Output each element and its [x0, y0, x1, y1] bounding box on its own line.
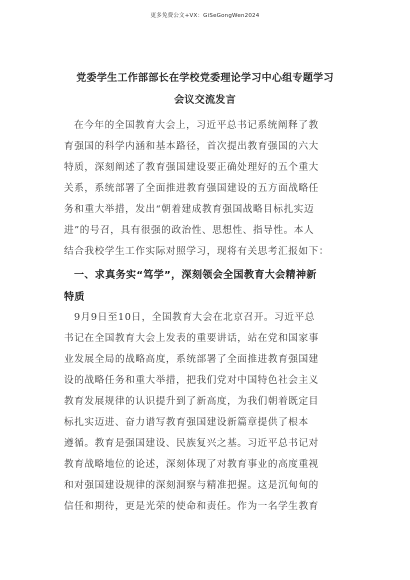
section-1-line: 业发展全局的战略高度，系统部署了全面推进教育强国建: [64, 354, 319, 365]
document-title-line-1: 党委学生工作部部长在学校党委理论学习中心组专题学习: [76, 73, 334, 84]
section-1-line: 教育战略地位的论述，深刻体现了对教育事业的高度重视: [64, 459, 319, 470]
section-1-line: 遵循。教育是强国建设、民族复兴之基。习近平总书记对: [64, 438, 319, 449]
section-1-line: 信任和期待，更是光荣的使命和责任。作为一名学生教育: [64, 501, 319, 512]
header-note: 更多免费公文+VX：GiSeGongWen2024: [150, 13, 260, 19]
document-title-line-2: 会议交流发言: [174, 95, 236, 106]
section-1-line: 和对强国建设规律的深刻洞察与精准把握。这是沉甸甸的: [64, 480, 319, 491]
section-1-line: 设的战略任务和重大举措，把我们党对中国特色社会主义: [64, 375, 319, 386]
section-1-heading-line-2: 特质: [64, 292, 85, 303]
section-1-heading-line-1: 一、求真务实“笃学”，深刻领会全国教育大会精神新: [74, 270, 317, 281]
intro-line: 务和重大举措，发出“朝着建成教育强国战略目标扎实迈: [64, 204, 315, 215]
intro-line: 育强国的科学内涵和基本路径，首次提出教育强国的六大: [64, 141, 319, 152]
section-1-line: 标扎实迈进、奋力谱写教育强国建设新篇章提供了根本: [64, 417, 309, 428]
intro-line: 关系，系统部署了全面推进教育强国建设的五方面战略任: [64, 183, 319, 194]
section-1-line: 书记在全国教育大会上发表的重要讲话，站在党和国家事: [64, 333, 319, 344]
section-1-line: 教育发展规律的认识提升到了新高度，为我们朝着既定目: [64, 396, 319, 407]
intro-line: 结合我校学生工作实际对照学习，现将有关思考汇报如下：: [64, 246, 330, 257]
intro-line: 在今年的全国教育大会上，习近平总书记系统阐释了教: [74, 120, 319, 131]
intro-line: 进”的号召，具有很强的政治性、思想性、指导性。本人: [64, 225, 315, 236]
section-1-line: 9月9日至10日，全国教育大会在北京召开。习近平总: [74, 312, 315, 323]
intro-line: 特质，深刻阐述了教育强国建设要正确处理好的五个重大: [64, 162, 319, 173]
